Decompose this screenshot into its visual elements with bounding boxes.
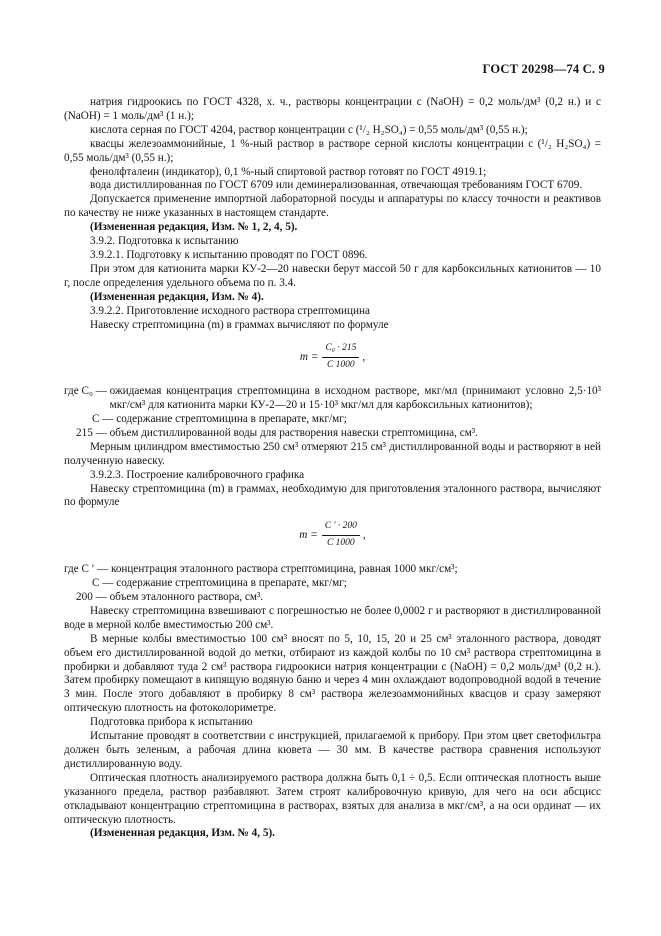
paragraph: Навеску стрептомицина взвешивают с погрешностью не более 0,0002 г и растворяют в дистиллированной воде в мерной колбе вместимостью 200 см³. xyxy=(64,604,601,631)
formula-lhs: m = xyxy=(299,528,318,541)
paragraph: Навеску стрептомицина (m) в граммах, необходимую для приготовления эталонного раствора, вычисляют по формуле xyxy=(64,482,601,509)
formula-punctuation: , xyxy=(362,528,366,541)
variable-label: где C₀ — xyxy=(64,385,110,398)
fraction-numerator: C ′ · 200 xyxy=(322,520,360,536)
fraction xyxy=(322,520,360,551)
paragraph: кислота серная по ГОСТ 4204, раствор концентрации c (¹/₂ H₂SO₄) = 0,55 моль/дм³ (0,55 н.); xyxy=(90,123,528,136)
formula xyxy=(64,342,601,373)
amendment-note: (Измененная редакция, Изм. № 1, 2, 4, 5). xyxy=(90,221,298,234)
paragraph: натрия гидроокись по ГОСТ 4328, х. ч., растворы концентрации c (NaOH) = 0,2 моль/дм³ (0,2 н.) и c (NaOH) = 1 моль/дм³ (1 н.); xyxy=(64,96,601,122)
fraction-numerator: C₀ · 215 xyxy=(322,342,359,358)
paragraph: При этом для катионита марки КУ-2—20 навески берут массой 50 г для карбоксильных катионитов — 10 г, после определения удельного объема по п. 3.4. xyxy=(64,262,601,289)
section-heading: 3.9.2.2. Приготовление исходного раствора стрептомицина xyxy=(90,304,370,317)
formula-punctuation: , xyxy=(362,350,366,363)
paragraph: В мерные колбы вместимостью 100 см³ вносят по 5, 10, 15, 20 и 25 см³ эталонного раствора, доводят объем его дистиллированной водой до метки, отбирают из каждой колбы по 10 см³ раствора стрептомицина в пробирки и добавляют туда 2 см³ раствора гидроокиси натрия концентрации c (NaOH) = 0,2 моль/дм³ (0,2 н.). Затем пробирку помещают в кипящую водяную баню и через 4 мин охлаждают водопроводной водой в течение 3 мин. После этого добавляют в пробирку 8 см³ раствора железоаммонийных квасцов и сразу замеряют оптическую плотность на фотоколориметре. xyxy=(64,632,601,715)
fraction-denominator: C 1000 xyxy=(326,538,355,549)
paragraph: Испытание проводят в соответствии с инструкцией, прилагаемой к прибору. При этом цвет светофильтра должен быть зеленым, а рабочая длина кювета — 30 мм. В качестве раствора сравнения используют дистиллированную воду. xyxy=(64,730,601,770)
formula-lhs: m = xyxy=(299,350,319,363)
paragraph: Мерным цилиндром вместимостью 250 см³ отмеряют 215 см³ дистиллированной воды и растворяют в ней полученную навеску. xyxy=(64,440,601,467)
section-heading: 3.9.2.3. Построение калибровочного графика xyxy=(90,468,305,481)
variable-text: ожидаемая концентрация стрептомицина в исходном растворе, мкг/мл (принимают условно 2,5·10³ мкг/см³ для катионита марки КУ-2—20 и 15·10³ мкг/мл для карбоксильных катионитов); xyxy=(109,385,601,412)
variable-definition: 200 — объем эталонного раствора, см³. xyxy=(76,591,264,603)
paragraph: Навеску стрептомицина (m) в граммах вычисляют по формуле xyxy=(90,318,389,331)
variable-definition: C — содержание стрептомицина в препарате, мкг/мг; xyxy=(92,413,347,426)
fraction-denominator: C 1000 xyxy=(326,360,355,371)
amendment-note: (Измененная редакция, Изм. № 4). xyxy=(90,290,264,303)
variable-definition: где C ′ — концентрация эталонного раствора стрептомицина, равная 1000 мкг/см³; xyxy=(64,563,458,576)
formula xyxy=(64,520,601,551)
section-heading: 3.9.2. Подготовка к испытанию xyxy=(90,235,239,248)
paragraph: 3.9.2.1. Подготовку к испытанию проводят по ГОСТ 0896. xyxy=(90,248,368,261)
page-header: ГОСТ 20298—74 С. 9 xyxy=(482,62,605,76)
paragraph: Оптическая плотность анализируемого раствора должна быть 0,1 ÷ 0,5. Если оптическая плотность выше указанного предела, раствор разбавляют. Затем строят калибровочную кривую, для чего на оси абсцисс откладывают концентрацию стрептомицина в растворах, взятых для анализа в мкг/см³, а на оси ординат — их оптическую плотность. xyxy=(64,771,601,826)
variable-definition: 215 — объем дистиллированной воды для растворения навески стрептомицина, см³. xyxy=(76,426,478,439)
paragraph: Допускается применение импортной лабораторной посуды и аппаратуры по классу точности и реактивов по качеству не ниже указанных в настоящем стандарте. xyxy=(64,193,601,220)
section-heading: Подготовка прибора к испытанию xyxy=(90,716,253,729)
variable-definition xyxy=(64,385,601,413)
amendment-note: (Измененная редакция, Изм. № 4, 5). xyxy=(90,827,275,840)
paragraph: квасцы железоаммонийные, 1 %-ный раствор в растворе серной кислоты концентрации c (¹/₂ H₂SO₄) = 0,55 моль/дм³ (0,55 н.); xyxy=(64,137,601,164)
paragraph: фенолфталеин (индикатор), 0,1 %-ный спиртовой раствор готовят по ГОСТ 4919.1; xyxy=(90,165,487,178)
variable-definition: C — содержание стрептомицина в препарате, мкг/мг; xyxy=(92,577,347,590)
fraction xyxy=(322,342,359,373)
document-body xyxy=(64,96,601,841)
paragraph: вода дистиллированная по ГОСТ 6709 или деминерализованная, отвечающая требованиям ГОСТ 6709. xyxy=(90,179,583,192)
